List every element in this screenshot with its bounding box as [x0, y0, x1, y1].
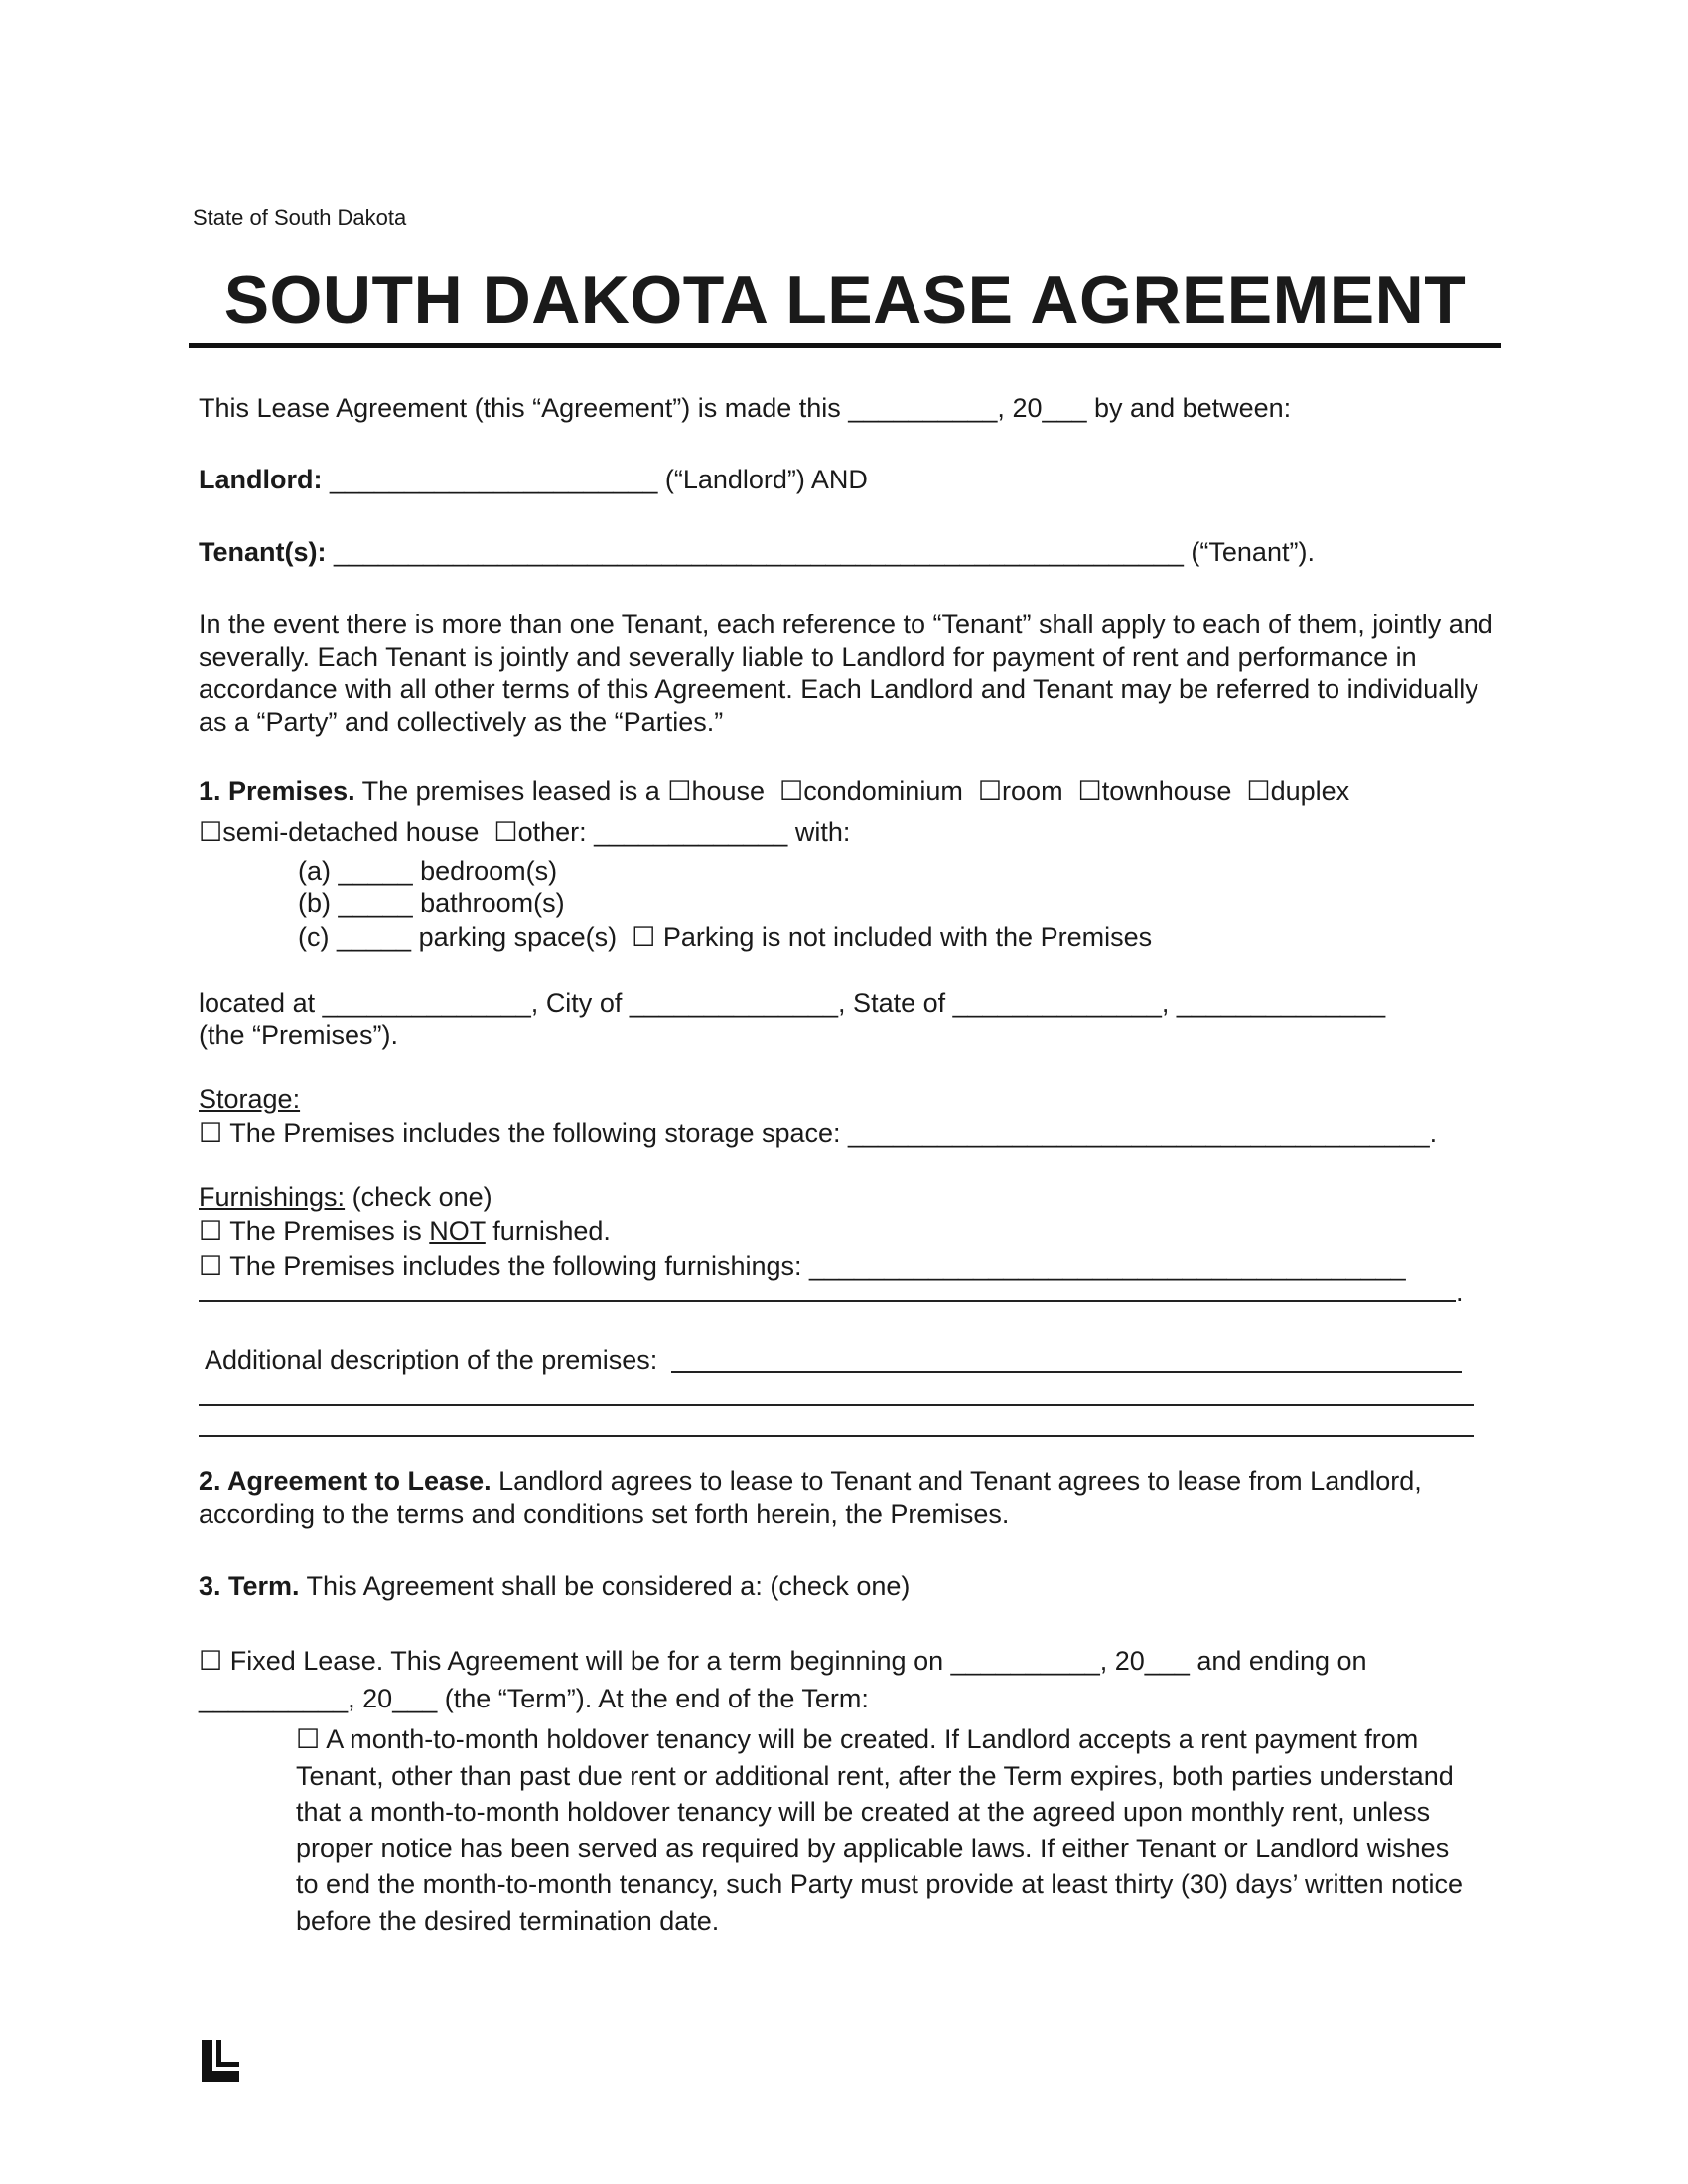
fixed-lease-line-1: ☐ Fixed Lease. This Agreement will be for a term beginning on __________, 20___ and ending on	[199, 1646, 1367, 1676]
term-text: This Agreement shall be considered a: (check one)	[299, 1571, 911, 1601]
furnishings-check-one: (check one)	[345, 1182, 492, 1212]
document-title: SOUTH DAKOTA LEASE AGREEMENT	[223, 262, 1467, 338]
landlord-line	[199, 464, 868, 496]
title-underline	[189, 343, 1501, 348]
not-furnished-line	[199, 1215, 611, 1248]
additional-blank-rule-3	[199, 1435, 1474, 1437]
term-line	[199, 1570, 910, 1603]
furnishings-blank-rule	[199, 1300, 1456, 1302]
state-label: State of South Dakota	[193, 205, 407, 230]
tenant-line	[199, 536, 1315, 569]
premises-item-parking: (c) _____ parking space(s) ☐ Parking is not included with the Premises	[298, 922, 1153, 952]
tenant-label: Tenant(s):	[199, 537, 327, 567]
storage-line: ☐ The Premises includes the following storage space: _______________________________________.	[199, 1118, 1438, 1148]
holdover-paragraph: ☐ A month-to-month holdover tenancy will be created. If Landlord accepts a rent payment from Tenant, other than past due rent or additional rent, after the Term expires, both parties understand that a month-to-month holdover tenancy will be created at the agreed upon monthly rent, unless proper notice has been served as required by applicable laws. If either Tenant or Landlord wishes to end the month-to-month tenancy, such Party must provide at least thirty (30) days’ written notice before the desired termination date.	[296, 1724, 1464, 1936]
premises-types-text: The premises leased is a ☐house ☐condominium ☐room ☐townhouse ☐duplex	[354, 776, 1350, 806]
agreement-text: Landlord agrees to lease to Tenant and Tenant agrees to lease from Landlord, according to the terms and conditions set forth herein, the Premises.	[199, 1466, 1422, 1529]
landlord-label: Landlord:	[199, 465, 323, 494]
landlord-blank: ______________________ (“Landlord”) AND	[322, 465, 868, 494]
premises-heading: 1. Premises.	[199, 776, 355, 806]
not-furnished-post: furnished.	[485, 1216, 611, 1246]
premises-item-bathrooms: (b) _____ bathroom(s)	[298, 888, 565, 918]
intro-line: This Lease Agreement (this “Agreement”) is made this __________, 20___ by and between:	[199, 393, 1292, 423]
agreement-to-lease-paragraph	[199, 1465, 1499, 1530]
storage-label: Storage:	[199, 1084, 301, 1114]
document-logo-icon	[202, 2040, 239, 2082]
additional-description-label: Additional description of the premises:	[205, 1345, 658, 1375]
premises-location-line-1: located at ______________, City of ______________, State of ______________, ______________	[199, 988, 1386, 1018]
premises-types-line-1	[199, 775, 1349, 808]
furnishings-heading	[199, 1181, 492, 1214]
additional-blank-rule-1	[671, 1371, 1462, 1373]
furnishings-end-period: .	[1456, 1278, 1464, 1307]
premises-types-line-2: ☐semi-detached house ☐other: _____________ with:	[199, 817, 851, 847]
not-furnished-pre: ☐ The Premises is	[199, 1216, 430, 1246]
not-emphasis: NOT	[429, 1216, 486, 1246]
premises-item-bedrooms: (a) _____ bedroom(s)	[298, 856, 558, 886]
tenant-blank: _________________________________________________________ (“Tenant”).	[326, 537, 1315, 567]
furnishings-label: Furnishings:	[199, 1182, 346, 1212]
joint-liability-paragraph: In the event there is more than one Tenant, each reference to “Tenant” shall apply to each of them, jointly and severally. Each Tenant is jointly and severally liable to Landlord for payment of rent and performance in accordance with all other terms of this Agreement. Each Landlord and Tenant may be referred to individually as a “Party” and collectively as the “Parties.”	[199, 610, 1493, 737]
furnishings-line: ☐ The Premises includes the following furnishings: ________________________________________	[199, 1251, 1406, 1281]
fixed-lease-line-2: __________, 20___ (the “Term”). At the end of the Term:	[199, 1684, 869, 1713]
additional-blank-rule-2	[199, 1404, 1474, 1406]
agreement-heading: 2. Agreement to Lease.	[199, 1466, 492, 1496]
term-heading: 3. Term.	[199, 1571, 300, 1601]
premises-location-line-2: (the “Premises”).	[199, 1021, 399, 1050]
